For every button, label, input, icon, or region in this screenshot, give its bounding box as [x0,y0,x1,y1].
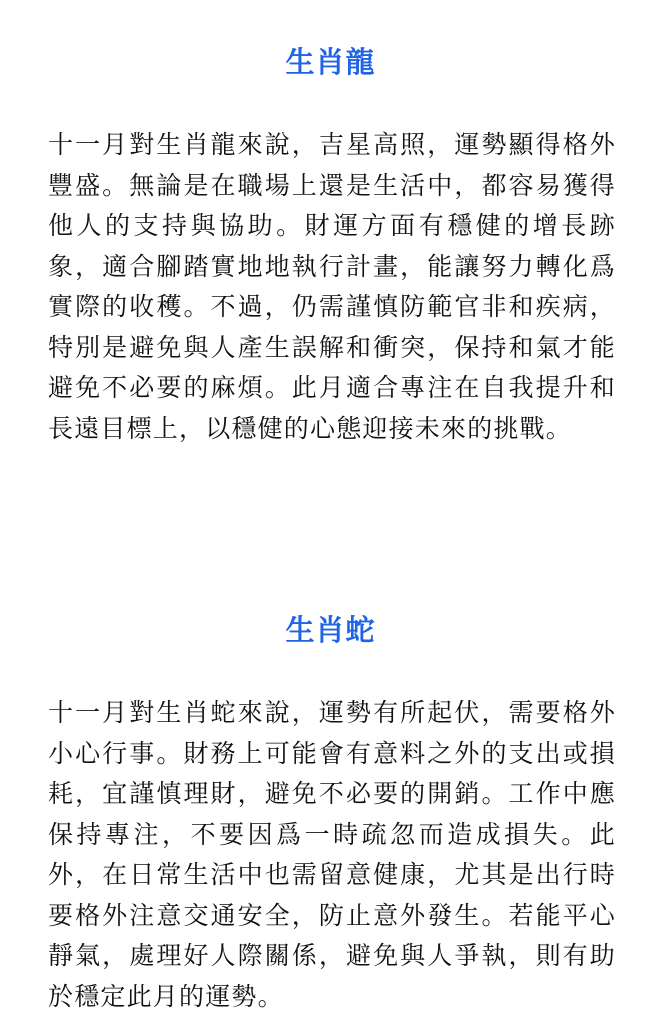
section-body-snake: 十一月對生肖蛇來說，運勢有所起伏，需要格外小心行事。財務上可能會有意料之外的支出或損耗，宜謹慎理財，避免不必要的開銷。工作中應保持專注，不要因爲一時疏忽而造成損失。此外，在日常生活中也需留意健康，尤其是出行時要格外注意交通安全，防止意外發生。若能平心靜氣，處理好人際關係，避免與人爭執，則有助於穩定此月的運勢。 [48,698,616,1011]
section-title-snake: 生肖蛇 [285,613,376,647]
section-body-dragon: 十一月對生肖龍來說，吉星高照，運勢顯得格外豐盛。無論是在職場上還是生活中，都容易獲得他人的支持與協助。財運方面有穩健的增長跡象，適合腳踏實地地執行計畫，能讓努力轉化爲實際的收穫。不過，仍需謹慎防範官非和疾病，特別是避免與人產生誤解和衝突，保持和氣才能避免不必要的麻煩。此月適合專注在自我提升和長遠目標上，以穩健的心態迎接未來的挑戰。 [48,130,616,443]
section-title-dragon: 生肖龍 [285,45,376,79]
